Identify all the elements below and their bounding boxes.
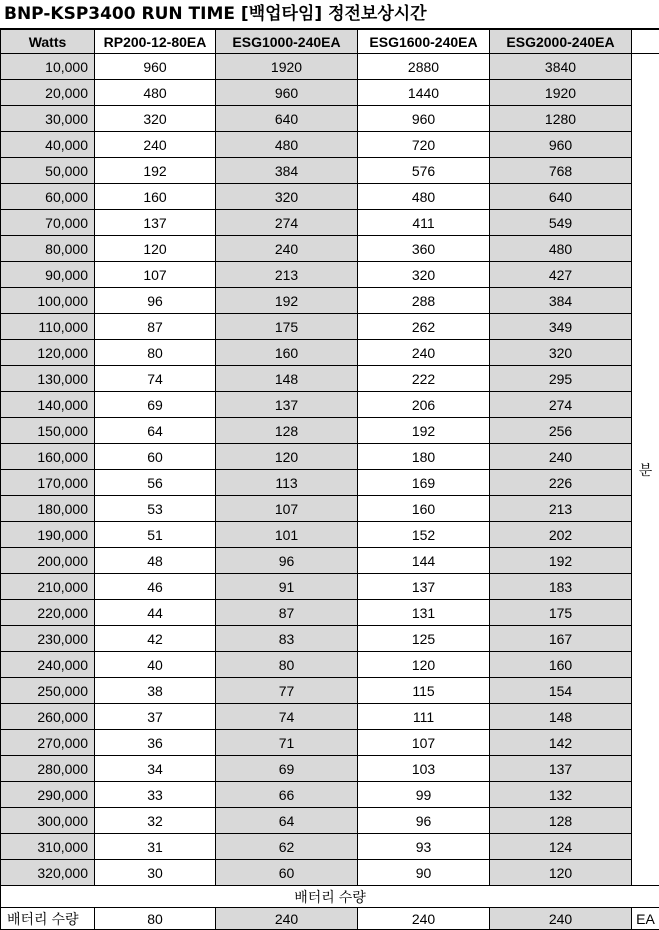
runtime-cell: 83 (216, 626, 358, 652)
runtime-cell: 3840 (490, 54, 632, 80)
runtime-cell: 640 (490, 184, 632, 210)
table-row (1, 366, 659, 392)
runtime-cell: 960 (95, 54, 216, 80)
runtime-cell: 120 (490, 860, 632, 886)
runtime-cell: 256 (490, 418, 632, 444)
runtime-cell: 384 (216, 158, 358, 184)
table-row (1, 730, 659, 756)
watts-cell: 200,000 (1, 548, 95, 574)
runtime-cell: 74 (95, 366, 216, 392)
table-row (1, 626, 659, 652)
runtime-cell: 30 (95, 860, 216, 886)
watts-cell: 240,000 (1, 652, 95, 678)
runtime-cell: 960 (490, 132, 632, 158)
watts-cell: 10,000 (1, 54, 95, 80)
table-row (1, 262, 659, 288)
watts-cell: 140,000 (1, 392, 95, 418)
runtime-cell: 64 (95, 418, 216, 444)
runtime-cell: 1280 (490, 106, 632, 132)
header-unit-cell (632, 30, 659, 54)
watts-cell: 30,000 (1, 106, 95, 132)
watts-cell: 260,000 (1, 704, 95, 730)
table-row (1, 808, 659, 834)
runtime-cell: 80 (95, 340, 216, 366)
runtime-cell: 71 (216, 730, 358, 756)
runtime-cell: 69 (95, 392, 216, 418)
minutes-unit-label: 분 (632, 54, 659, 886)
runtime-cell: 274 (216, 210, 358, 236)
runtime-cell: 137 (358, 574, 490, 600)
runtime-cell: 320 (490, 340, 632, 366)
battery-count-cell: 240 (358, 908, 490, 930)
runtime-cell: 90 (358, 860, 490, 886)
runtime-cell: 120 (216, 444, 358, 470)
runtime-cell: 142 (490, 730, 632, 756)
table-row (1, 600, 659, 626)
table-row (1, 132, 659, 158)
runtime-cell: 96 (358, 808, 490, 834)
battery-count-row (1, 908, 659, 930)
runtime-cell: 32 (95, 808, 216, 834)
table-row (1, 496, 659, 522)
watts-cell: 100,000 (1, 288, 95, 314)
runtime-cell: 213 (490, 496, 632, 522)
runtime-cell: 152 (358, 522, 490, 548)
runtime-cell: 411 (358, 210, 490, 236)
column-header: ESG1600-240EA (358, 30, 490, 54)
watts-cell: 320,000 (1, 860, 95, 886)
runtime-cell: 99 (358, 782, 490, 808)
runtime-cell: 720 (358, 132, 490, 158)
runtime-cell: 160 (95, 184, 216, 210)
runtime-cell: 77 (216, 678, 358, 704)
runtime-cell: 384 (490, 288, 632, 314)
table-row (1, 340, 659, 366)
runtime-cell: 31 (95, 834, 216, 860)
watts-cell: 310,000 (1, 834, 95, 860)
runtime-cell: 360 (358, 236, 490, 262)
runtime-cell: 480 (490, 236, 632, 262)
runtime-cell: 160 (358, 496, 490, 522)
runtime-cell: 120 (358, 652, 490, 678)
runtime-cell: 56 (95, 470, 216, 496)
runtime-cell: 87 (216, 600, 358, 626)
runtime-cell: 160 (216, 340, 358, 366)
runtime-table (0, 29, 659, 930)
runtime-cell: 295 (490, 366, 632, 392)
runtime-cell: 180 (358, 444, 490, 470)
runtime-cell: 175 (216, 314, 358, 340)
runtime-cell: 240 (490, 444, 632, 470)
runtime-cell: 101 (216, 522, 358, 548)
runtime-cell: 137 (216, 392, 358, 418)
runtime-cell: 1920 (216, 54, 358, 80)
runtime-cell: 44 (95, 600, 216, 626)
runtime-cell: 576 (358, 158, 490, 184)
battery-section-label: 배터리 수량 (1, 886, 659, 908)
table-row (1, 80, 659, 106)
runtime-cell: 137 (95, 210, 216, 236)
runtime-cell: 62 (216, 834, 358, 860)
runtime-cell: 183 (490, 574, 632, 600)
table-row (1, 418, 659, 444)
runtime-cell: 192 (358, 418, 490, 444)
table-row (1, 314, 659, 340)
runtime-cell: 107 (95, 262, 216, 288)
runtime-cell: 427 (490, 262, 632, 288)
table-row (1, 444, 659, 470)
runtime-cell: 125 (358, 626, 490, 652)
runtime-cell: 60 (95, 444, 216, 470)
battery-count-cell: 80 (95, 908, 216, 930)
table-row (1, 548, 659, 574)
sheet-title: BNP-KSP3400 RUN TIME [백업타임] 정전보상시간 (0, 0, 659, 29)
runtime-cell: 175 (490, 600, 632, 626)
runtime-cell: 320 (358, 262, 490, 288)
watts-cell: 300,000 (1, 808, 95, 834)
watts-cell: 230,000 (1, 626, 95, 652)
runtime-cell: 64 (216, 808, 358, 834)
runtime-cell: 169 (358, 470, 490, 496)
runtime-cell: 1920 (490, 80, 632, 106)
runtime-cell: 262 (358, 314, 490, 340)
runtime-cell: 480 (95, 80, 216, 106)
runtime-cell: 148 (490, 704, 632, 730)
table-row (1, 210, 659, 236)
runtime-cell: 131 (358, 600, 490, 626)
runtime-cell: 206 (358, 392, 490, 418)
runtime-cell: 288 (358, 288, 490, 314)
runtime-cell: 96 (95, 288, 216, 314)
table-row (1, 184, 659, 210)
runtime-cell: 40 (95, 652, 216, 678)
runtime-cell: 192 (490, 548, 632, 574)
runtime-cell: 148 (216, 366, 358, 392)
watts-cell: 250,000 (1, 678, 95, 704)
runtime-cell: 320 (216, 184, 358, 210)
runtime-cell: 213 (216, 262, 358, 288)
runtime-cell: 53 (95, 496, 216, 522)
runtime-cell: 51 (95, 522, 216, 548)
column-header: ESG1000-240EA (216, 30, 358, 54)
runtime-cell: 480 (358, 184, 490, 210)
watts-cell: 40,000 (1, 132, 95, 158)
runtime-cell: 960 (358, 106, 490, 132)
runtime-cell: 240 (216, 236, 358, 262)
table-row (1, 470, 659, 496)
runtime-cell: 222 (358, 366, 490, 392)
runtime-cell: 192 (216, 288, 358, 314)
table-row (1, 574, 659, 600)
runtime-cell: 128 (490, 808, 632, 834)
watts-cell: 120,000 (1, 340, 95, 366)
runtime-cell: 128 (216, 418, 358, 444)
runtime-cell: 111 (358, 704, 490, 730)
runtime-cell: 124 (490, 834, 632, 860)
watts-cell: 70,000 (1, 210, 95, 236)
battery-count-label: 배터리 수량 (1, 908, 95, 930)
watts-cell: 280,000 (1, 756, 95, 782)
table-row (1, 522, 659, 548)
runtime-cell: 38 (95, 678, 216, 704)
table-row (1, 756, 659, 782)
watts-cell: 110,000 (1, 314, 95, 340)
runtime-cell: 96 (216, 548, 358, 574)
watts-cell: 270,000 (1, 730, 95, 756)
runtime-cell: 33 (95, 782, 216, 808)
runtime-cell: 2880 (358, 54, 490, 80)
watts-cell: 160,000 (1, 444, 95, 470)
runtime-cell: 42 (95, 626, 216, 652)
runtime-cell: 226 (490, 470, 632, 496)
table-row (1, 158, 659, 184)
runtime-cell: 144 (358, 548, 490, 574)
runtime-cell: 480 (216, 132, 358, 158)
column-header: RP200-12-80EA (95, 30, 216, 54)
watts-cell: 150,000 (1, 418, 95, 444)
header-row (1, 30, 659, 54)
table-row (1, 106, 659, 132)
runtime-cell: 115 (358, 678, 490, 704)
ea-unit-label: EA (632, 908, 659, 930)
table-row (1, 54, 659, 80)
runtime-cell: 48 (95, 548, 216, 574)
runtime-cell: 36 (95, 730, 216, 756)
runtime-cell: 240 (358, 340, 490, 366)
runtime-cell: 87 (95, 314, 216, 340)
table-row (1, 392, 659, 418)
runtime-cell: 160 (490, 652, 632, 678)
watts-cell: 290,000 (1, 782, 95, 808)
table-row (1, 652, 659, 678)
runtime-cell: 37 (95, 704, 216, 730)
runtime-cell: 137 (490, 756, 632, 782)
runtime-cell: 274 (490, 392, 632, 418)
battery-count-cell: 240 (490, 908, 632, 930)
watts-cell: 20,000 (1, 80, 95, 106)
table-row (1, 678, 659, 704)
watts-cell: 50,000 (1, 158, 95, 184)
runtime-cell: 154 (490, 678, 632, 704)
battery-count-cell: 240 (216, 908, 358, 930)
runtime-cell: 349 (490, 314, 632, 340)
runtime-cell: 91 (216, 574, 358, 600)
column-header: ESG2000-240EA (490, 30, 632, 54)
runtime-cell: 320 (95, 106, 216, 132)
runtime-cell: 1440 (358, 80, 490, 106)
runtime-cell: 74 (216, 704, 358, 730)
runtime-cell: 34 (95, 756, 216, 782)
runtime-cell: 768 (490, 158, 632, 184)
watts-cell: 130,000 (1, 366, 95, 392)
runtime-cell: 107 (216, 496, 358, 522)
runtime-cell: 960 (216, 80, 358, 106)
runtime-table-body (1, 30, 659, 930)
runtime-cell: 640 (216, 106, 358, 132)
runtime-cell: 66 (216, 782, 358, 808)
runtime-cell: 549 (490, 210, 632, 236)
runtime-cell: 202 (490, 522, 632, 548)
runtime-cell: 69 (216, 756, 358, 782)
runtime-cell: 167 (490, 626, 632, 652)
watts-cell: 180,000 (1, 496, 95, 522)
watts-cell: 60,000 (1, 184, 95, 210)
runtime-cell: 132 (490, 782, 632, 808)
column-header: Watts (1, 30, 95, 54)
runtime-cell: 60 (216, 860, 358, 886)
watts-cell: 190,000 (1, 522, 95, 548)
watts-cell: 80,000 (1, 236, 95, 262)
battery-section-row (1, 886, 659, 908)
table-row (1, 704, 659, 730)
watts-cell: 170,000 (1, 470, 95, 496)
runtime-cell: 103 (358, 756, 490, 782)
runtime-cell: 107 (358, 730, 490, 756)
runtime-cell: 80 (216, 652, 358, 678)
runtime-cell: 46 (95, 574, 216, 600)
table-row (1, 236, 659, 262)
table-row (1, 834, 659, 860)
runtime-cell: 120 (95, 236, 216, 262)
runtime-cell: 240 (95, 132, 216, 158)
table-row (1, 288, 659, 314)
watts-cell: 90,000 (1, 262, 95, 288)
watts-cell: 210,000 (1, 574, 95, 600)
runtime-cell: 93 (358, 834, 490, 860)
runtime-cell: 192 (95, 158, 216, 184)
table-row (1, 782, 659, 808)
runtime-cell: 113 (216, 470, 358, 496)
watts-cell: 220,000 (1, 600, 95, 626)
